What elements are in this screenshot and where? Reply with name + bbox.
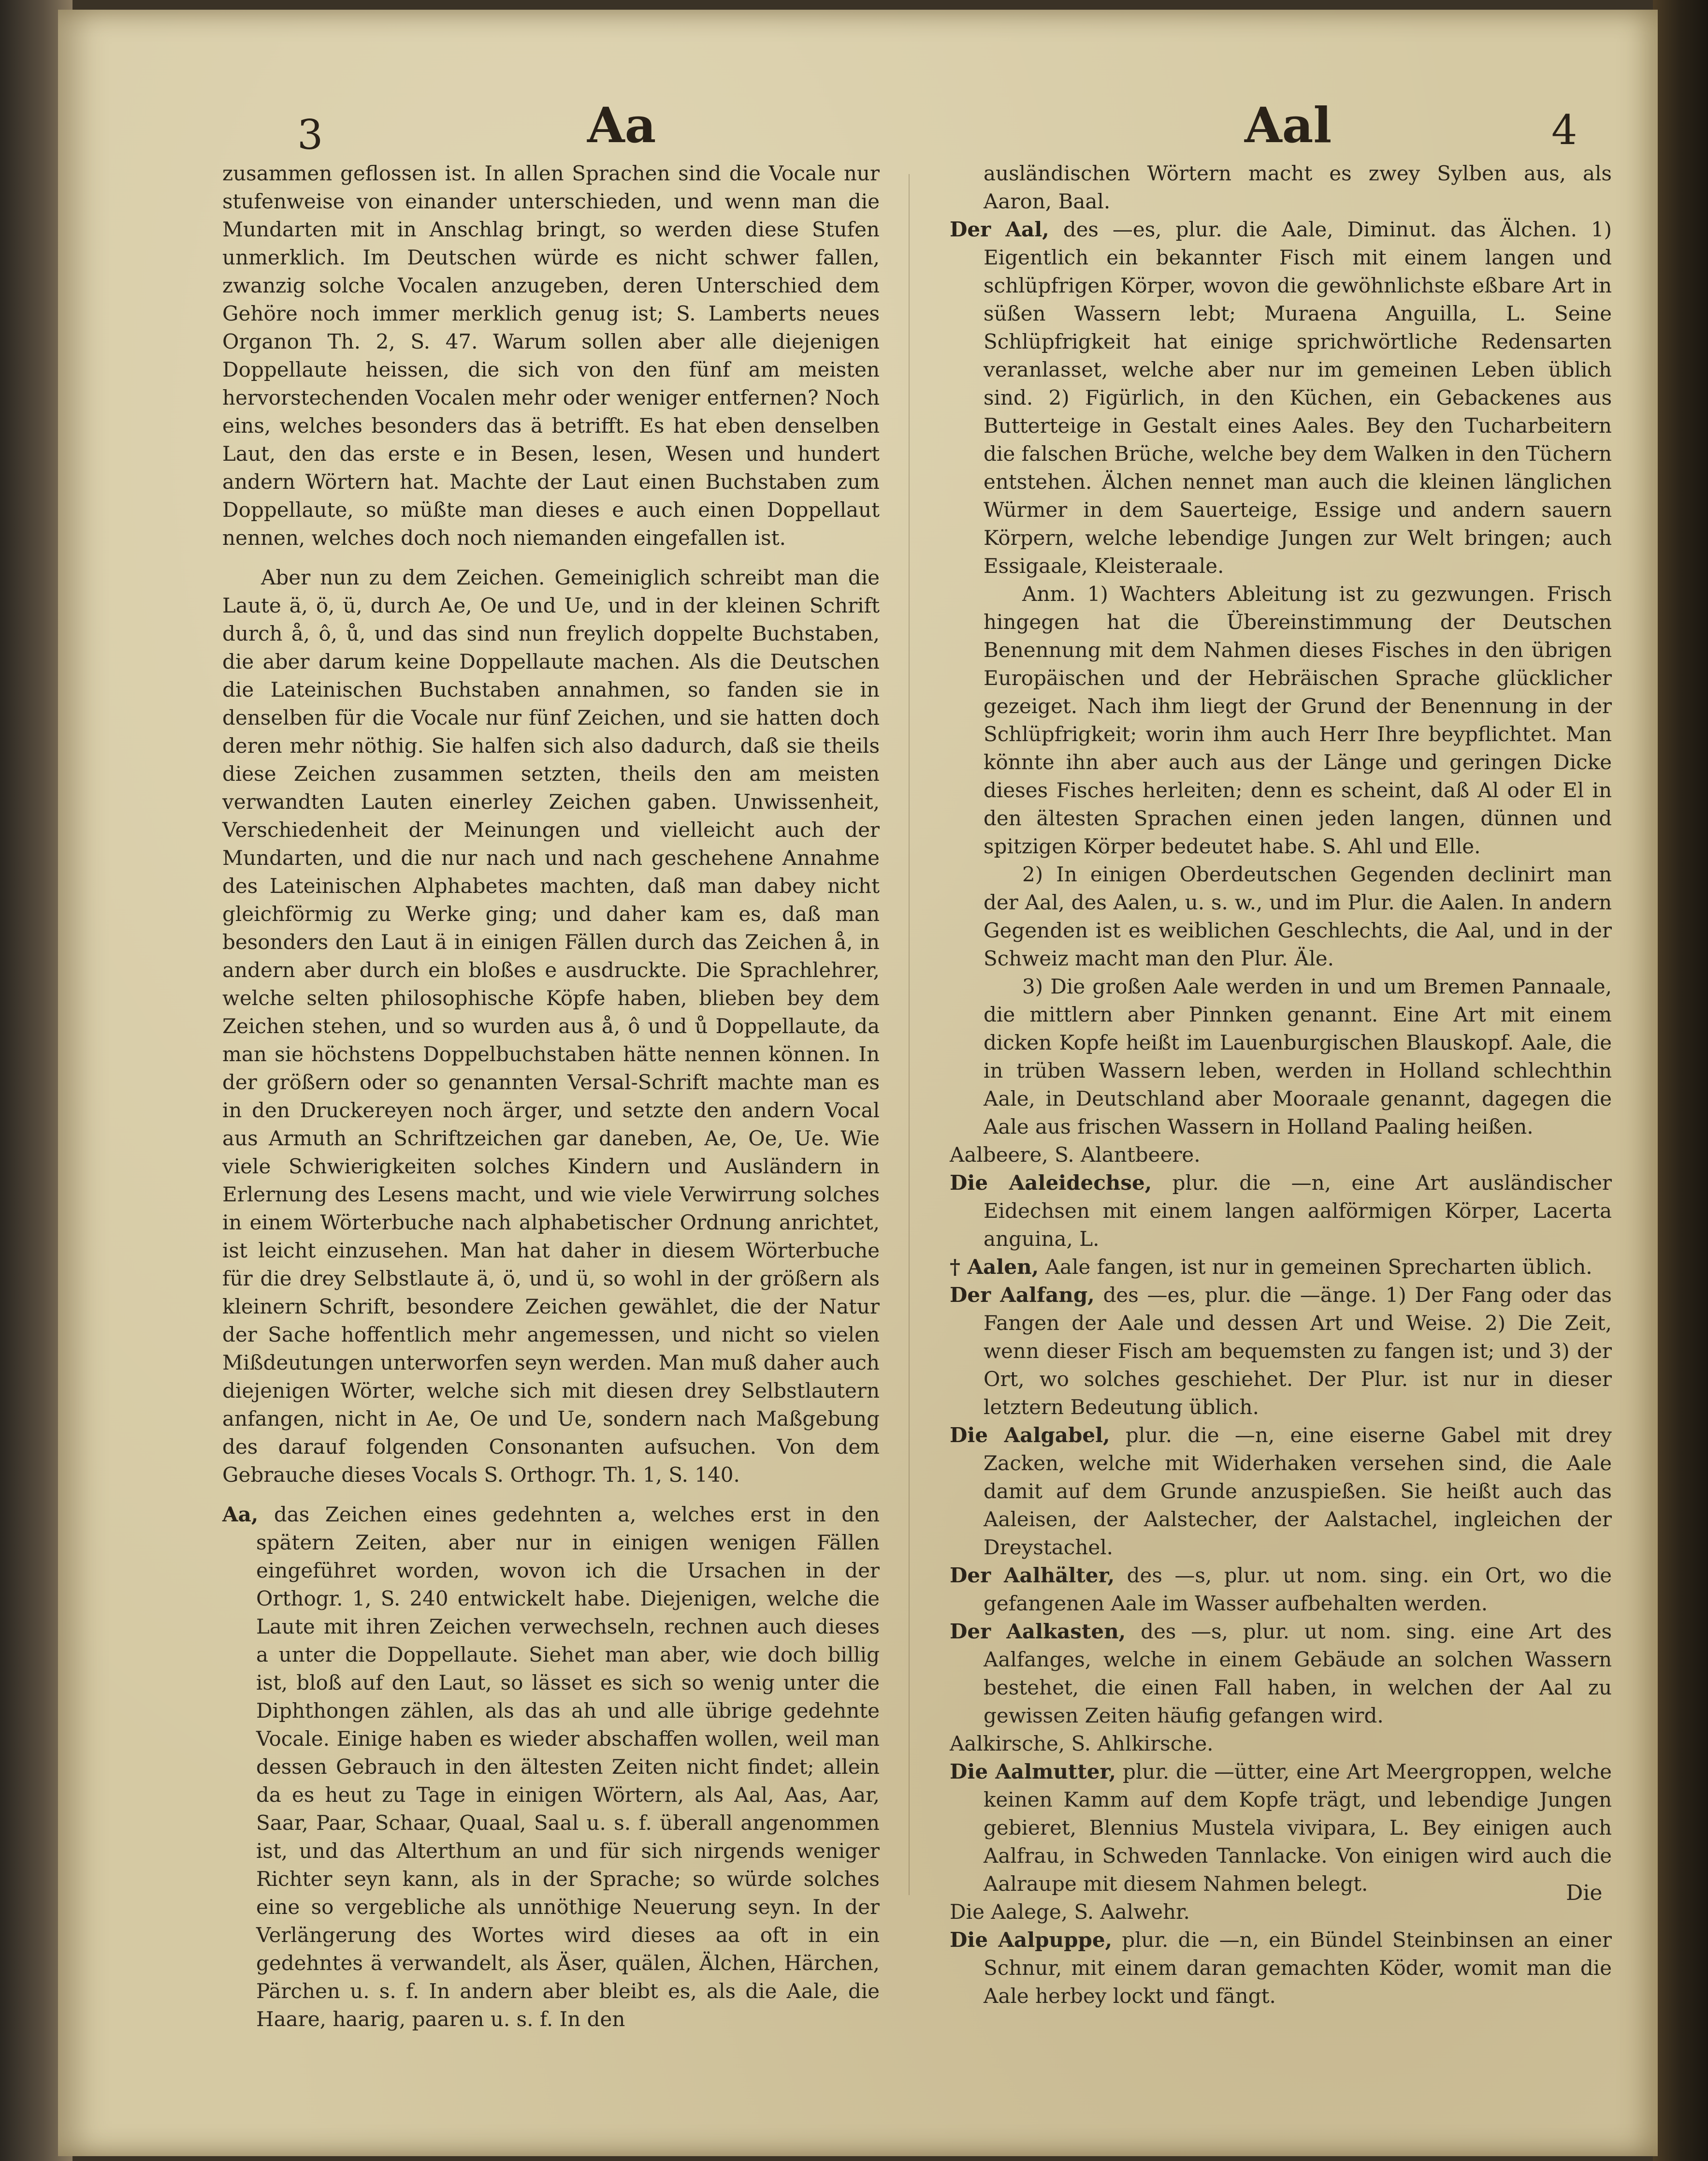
paragraph-gap bbox=[222, 552, 880, 564]
entry-aalgabel bbox=[950, 1421, 1612, 1562]
headword-aalen: Aalen, bbox=[967, 1255, 1039, 1279]
paragraph-gap bbox=[222, 1489, 880, 1501]
paragraph-signs: Aber nun zu dem Zeichen. Gemeiniglich schreibt man die Laute ä, ö, ü, durch Ae, Oe und Ue, und in der kleinen Schrift durch å, ô, ů, und das sind nun freylich doppelte Buchstaben, die aber darum keine Doppellaute machen. Als die Deutschen die Lateinischen Buchstaben annahmen, so fanden sie in denselben für die Vocale nur fünf Zeichen, und sie hatten doch deren mehr nöthig. Sie halfen sich also dadurch, daß sie theils diese Zeichen zusammen setzten, theils den am meisten verwandten Lauten einerley Zeichen gaben. Unwissenheit, Verschiedenheit der Meinungen und vielleicht auch der Mundarten, und die nur nach und nach geschehene Annahme des Lateinischen Alphabetes machten, daß man dabey nicht gleichförmig zu Werke ging; und daher kam es, daß man besonders den Laut ä in einigen Fällen durch das Zeichen å, in andern aber durch ein bloßes e ausdruckte. Die Sprachlehrer, welche selten philosophische Köpfe haben, blieben bey dem Zeichen stehen, und so wurden aus å, ô und ů Doppellaute, da man sie höchstens Doppelbuchstaben hätte nennen können. In der größern oder so genannten Versal-Schrift machte man es in den Druckereyen noch ärger, und setzte den andern Vocal aus Armuth an Schriftzeichen gar daneben, Ae, Oe, Ue. Wie viele Schwierigkeiten solches Kindern und Ausländern in Erlernung des Lesens macht, und wie viele Verwirrung solches in einem Wörterbuche nach alphabetischer Ordnung anrichtet, ist leicht einzusehen. Man hat daher in diesem Wörterbuche für die drey Selbstlaute ä, ö, und ü, so wohl in der größern als kleinern Schrift, besondere Zeichen gewählet, die der Natur der Sache hoffentlich mehr angemessen, und nicht so vielen Mißdeutungen unterworfen seyn werden. Man muß daher auch diejenigen Wörter, welche sich mit diesen drey Selbstlautern anfangen, nicht in Ae, Oe und Ue, sondern nach Maßgebung des darauf folgenden Consonanten aufsuchen. Von dem Gebrauche dieses Vocals S. Orthogr. Th. 1, S. 140. bbox=[222, 566, 880, 1487]
catchword: Die bbox=[1566, 1881, 1603, 1905]
entry-aalege: Die Aalege, S. Aalwehr. bbox=[950, 1900, 1190, 1924]
note-3: 3) Die großen Aale werden in und um Bremen Pannaale, die mittlern aber Pinnken genannt. Eine Art mit einem dicken Kopfe heißt im Lauenburgischen Blauskopf. Aale, die in trüben Wassern leben, werden in Holland schlechthin Aale, in Deutschland aber Mooraale genannt, dagegen die Aale aus frischen Wassern in Holland Paaling heißen. bbox=[984, 975, 1612, 1139]
headword-aalgabel: Die Aalgabel, bbox=[950, 1423, 1110, 1447]
headword-aa: Aa, bbox=[222, 1503, 259, 1526]
entry-aalgabel-body: plur. die —n, eine eiserne Gabel mit drey Zacken, welche mit Widerhaken versehen sind, die Aale damit auf dem Grunde anzuspießen. Sie heißt auch das Aaleisen, der Aalstecher, der Aalstachel, ingleichen der Dreystachel. bbox=[984, 1423, 1612, 1559]
entry-aalbeere: Aalbeere, S. Alantbeere. bbox=[950, 1143, 1201, 1167]
entry-aalfang-body: des —es, plur. die —änge. 1) Der Fang oder das Fangen der Aale und dessen Art und Weise. 2) Die Zeit, wenn dieser Fisch am bequemsten zu fangen ist; und 3) der Ort, wo solches geschiehet. Der Plur. ist nur in dieser letztern Bedeutung üblich. bbox=[984, 1283, 1612, 1419]
entry-aalen bbox=[950, 1253, 1612, 1281]
running-head-left: Aa bbox=[587, 97, 656, 154]
entry-aalmutter-body: plur. die —ütter, eine Art Meergroppen, welche keinen Kamm auf dem Kopfe trägt, und lebendige Jungen gebieret, Blennius Mustela vivipara, L. Bey einigen auch Aalfrau, in Schweden Tannlacke. Von einigen wird auch die Aalraupe mit diesem Nahmen belegt. bbox=[984, 1760, 1612, 1896]
column-divider bbox=[909, 174, 910, 1895]
page-number-right: 4 bbox=[1551, 106, 1578, 154]
obsolete-mark: † bbox=[950, 1255, 968, 1279]
paragraph-vowels: zusammen geflossen ist. In allen Sprachen sind die Vocale nur stufenweise von einander unterschieden, und wenn man die Mundarten mit in Anschlag bringt, so werden diese Stufen unmerklich. Im Deutschen würde es nicht schwer fallen, zwanzig solche Vocalen anzugeben, deren Unterschied dem Gehöre noch immer merklich genug ist; S. Lamberts neues Organon Th. 2, S. 47. Warum sollen aber alle diejenigen Doppellaute heissen, die sich von den fünf am meisten hervorstechenden Vocalen mehr oder weniger entfernen? Noch eins, welches besonders das ä betrifft. Es hat eben denselben Laut, den das erste e in Besen, lesen, Wesen und hundert andern Wörtern hat. Machte der Laut einen Buchstaben zum Doppellaute, so müßte man dieses e auch einen Doppellaut nennen, welches doch noch niemanden eingefallen ist. bbox=[222, 161, 880, 550]
note-1: Anm. 1) Wachters Ableitung ist zu gezwungen. Frisch hingegen hat die Übereinstimmung der Deutschen Benennung mit dem Nahmen dieses Fisches in den übrigen Europäischen und der Hebräischen Sprache glücklicher gezeiget. Nach ihm liegt der Grund der Benennung in der Schlüpfrigkeit; worin ihm auch Herr Ihre beypflichtet. Man könnte ihn aber auch aus der Länge und geringen Dicke dieses Fisches herleiten; denn es scheint, daß Al oder El in den ältesten Sprachen einen jeden langen, dünnen und spitzigen Körper bedeutet habe. S. Ahl und Elle. bbox=[984, 582, 1612, 858]
headword-aal: Der Aal, bbox=[950, 218, 1049, 241]
entry-aalpuppe bbox=[950, 1926, 1612, 2010]
entry-aal-body: des —es, plur. die Aale, Diminut. das Älchen. 1) Eigentlich ein bekannter Fisch mit einem langen und schlüpfrigen Körper, wovon die gewöhnlichste eßbare Art in süßen Wassern lebt; Muraena Anguilla, L. Seine Schlüpfrigkeit hat einige sprichwörtliche Redensarten veranlasset, welche aber nur im gemeinen Leben üblich sind. 2) Figürlich, in den Küchen, ein Gebackenes aus Butterteige in Gestalt eines Aales. Bey den Tucharbeitern die falschen Brüche, welche bey dem Walken in den Tüchern entstehen. Älchen nennet man auch die kleinen länglichen Würmer in dem Sauerteige, Essige und andern sauern Körpern, welche lebendige Jungen zur Welt bringen; auch Essigaale, Kleisteraale. bbox=[984, 218, 1612, 578]
entry-aalpuppe-body: plur. die —n, ein Bündel Steinbinsen an einer Schnur, mit einem daran gemachten Köder, womit man die Aale herbey lockt und fängt. bbox=[984, 1928, 1612, 2008]
entry-aal bbox=[950, 216, 1612, 580]
page-number-left: 3 bbox=[297, 111, 323, 159]
headword-aalpuppe: Die Aalpuppe, bbox=[950, 1928, 1113, 1952]
entry-aa-body: das Zeichen eines gedehnten a, welches erst in den spätern Zeiten, aber nur in einigen wenigen Fällen eingeführet worden, wovon ich die Ursachen in der Orthogr. 1, S. 240 entwickelt habe. Diejenigen, welche die Laute mit ihren Zeichen verwechseln, rechnen auch dieses a unter die Doppellaute. Siehet man aber, wie doch billig ist, bloß auf den Laut, so lässet es sich so wenig unter die Diphthongen zählen, als das ah und alle übrige gedehnte Vocale. Einige haben es wieder abschaffen wollen, weil man dessen Gebrauch in den ältesten Zeiten nicht findet; allein da es heut zu Tage in einigen Wörtern, als Aal, Aas, Aar, Saar, Paar, Schaar, Quaal, Saal u. s. f. überall angenommen ist, und das Alterthum an und für sich nirgends weniger Richter seyn kann, als in der Sprache; so würde solches eine so vergebliche als unnöthige Neuerung seyn. In der Verlängerung des Wortes wird dieses aa oft in ein gedehntes ä verwandelt, als Äser, quälen, Älchen, Härchen, Pärchen u. s. f. In andern aber bleibt es, als die Aale, die Haare, haarig, paaren u. s. f. In den bbox=[256, 1503, 880, 2031]
entry-aalhaelter bbox=[950, 1562, 1612, 1618]
entry-aa-continuation: ausländischen Wörtern macht es zwey Sylben aus, als Aaron, Baal. bbox=[984, 161, 1612, 213]
entry-aalkasten bbox=[950, 1618, 1612, 1730]
entry-aalkasten-body: des —s, plur. ut nom. sing. eine Art des Aalfanges, welche in einem Gebäude an solchen Wassern bestehet, die einen Fall haben, in welchen der Aal zu gewissen Zeiten häufig gefangen wird. bbox=[984, 1620, 1612, 1727]
headword-aaleidechse: Die Aaleidechse, bbox=[950, 1171, 1152, 1195]
right-column bbox=[950, 160, 1612, 2010]
headword-aalfang: Der Aalfang, bbox=[950, 1283, 1095, 1307]
entry-aaleidechse bbox=[950, 1169, 1612, 1253]
entry-aalkirsche: Aalkirsche, S. Ahlkirsche. bbox=[950, 1732, 1214, 1755]
entry-aalhaelter-body: des —s, plur. ut nom. sing. ein Ort, wo die gefangenen Aale im Wasser aufbehalten werden. bbox=[984, 1563, 1612, 1615]
entry-aalfang bbox=[950, 1281, 1612, 1421]
headword-aalkasten: Der Aalkasten, bbox=[950, 1620, 1126, 1643]
headword-aalmutter: Die Aalmutter, bbox=[950, 1760, 1116, 1783]
entry-aa bbox=[222, 1501, 880, 2033]
headword-aalhaelter: Der Aalhälter, bbox=[950, 1563, 1115, 1587]
running-head-right: Aal bbox=[1245, 97, 1332, 154]
entry-aaleidechse-body: plur. die —n, eine Art ausländischer Eidechsen mit einem langen aalförmigen Körper, Lacerta anguina, L. bbox=[984, 1171, 1612, 1251]
entry-aalmutter bbox=[950, 1758, 1612, 1898]
book-edge-right bbox=[1653, 0, 1708, 2161]
left-column bbox=[222, 160, 880, 2033]
entry-aalen-body: Aale fangen, ist nur in gemeinen Sprecharten üblich. bbox=[1039, 1255, 1592, 1279]
entry-aal-notes bbox=[950, 580, 1612, 1141]
note-2: 2) In einigen Oberdeutschen Gegenden declinirt man der Aal, des Aalen, u. s. w., und im Plur. die Aalen. In andern Gegenden ist es weiblichen Geschlechts, die Aal, und in der Schweiz macht man den Plur. Äle. bbox=[984, 862, 1612, 970]
